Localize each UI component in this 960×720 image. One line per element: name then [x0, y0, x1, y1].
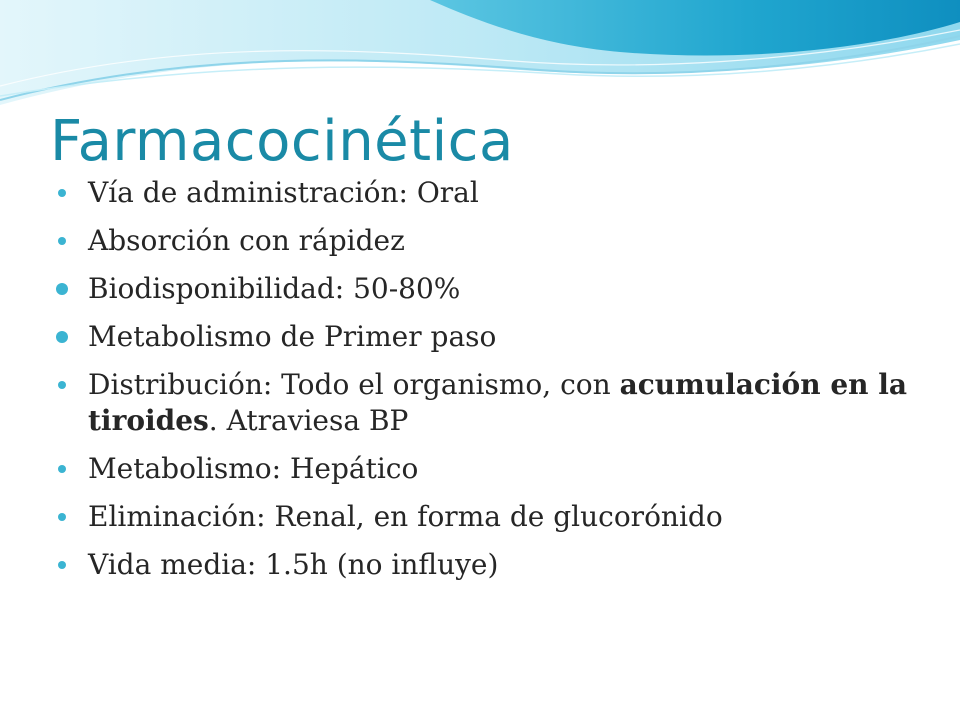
- bullet-dot-icon: [58, 381, 66, 389]
- bullet-text: Metabolismo: Hepático: [88, 452, 419, 485]
- bullet-item: [56, 499, 916, 535]
- bullet-dot-icon: [58, 237, 66, 245]
- bullet-dot-icon: [58, 513, 66, 521]
- bullet-item: [56, 175, 916, 211]
- bullet-text: Vía de administración: Oral: [88, 176, 479, 209]
- bullet-text: Distribución: Todo el organismo, con: [88, 368, 620, 401]
- bullet-item: [56, 271, 916, 307]
- bullet-text: Eliminación: Renal, en forma de glucorónido: [88, 500, 723, 533]
- bullet-text: Absorción con rápidez: [88, 224, 405, 257]
- bullet-list: [56, 175, 916, 595]
- bullet-text: Vida media: 1.5h (no influye): [88, 548, 499, 581]
- bullet-item: [56, 319, 916, 355]
- bullet-dot-icon: [58, 561, 66, 569]
- bullet-dot-icon: [56, 331, 68, 343]
- bullet-text-emphasis: acumulación en la tiroides: [88, 368, 908, 437]
- bullet-text: . Atraviesa BP: [208, 404, 409, 437]
- bullet-item: [56, 547, 916, 583]
- bullet-text: Biodisponibilidad: 50-80%: [88, 272, 461, 305]
- slide-title: Farmacocinética: [50, 109, 514, 174]
- bullet-item: [56, 223, 916, 259]
- bullet-item: [56, 367, 916, 439]
- bullet-text: Metabolismo de Primer paso: [88, 320, 497, 353]
- bullet-dot-icon: [56, 283, 68, 295]
- bullet-dot-icon: [58, 189, 66, 197]
- bullet-dot-icon: [58, 465, 66, 473]
- bullet-item: [56, 451, 916, 487]
